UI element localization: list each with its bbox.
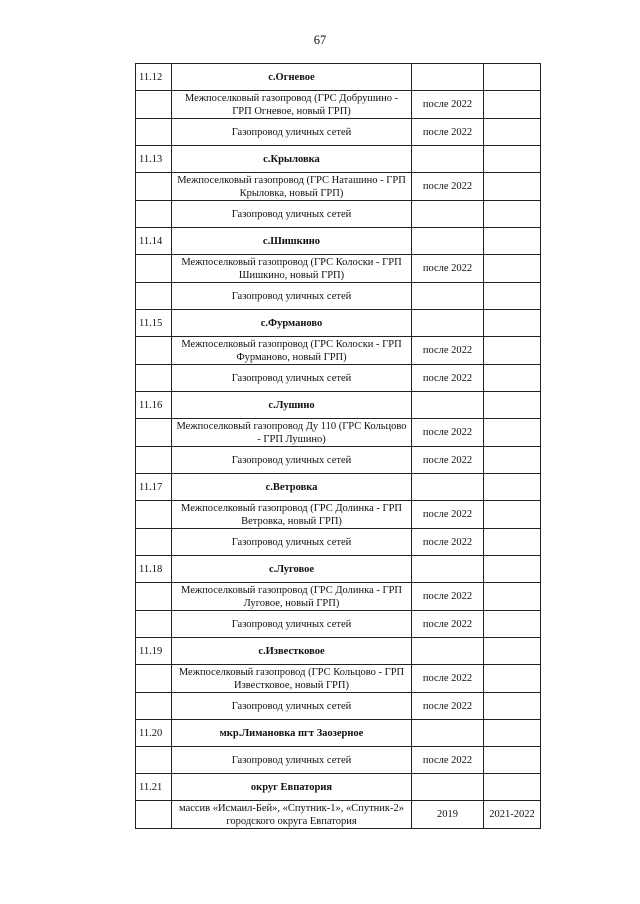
- pipeline-row: [136, 529, 541, 556]
- end-period-cell: [484, 611, 541, 638]
- pipeline-row: [136, 501, 541, 529]
- start-period-cell: [412, 774, 484, 801]
- settlement-name-cell: округ Евпатория: [172, 774, 412, 801]
- item-number-cell: [136, 693, 172, 720]
- end-period-cell: [484, 64, 541, 91]
- start-period-cell: после 2022: [412, 119, 484, 146]
- start-period-cell: [412, 556, 484, 583]
- start-period-cell: после 2022: [412, 611, 484, 638]
- object-name-cell: Газопровод уличных сетей: [172, 747, 412, 774]
- end-period-cell: [484, 638, 541, 665]
- pipeline-row: [136, 255, 541, 283]
- item-number-cell: 11.15: [136, 310, 172, 337]
- pipeline-row: [136, 665, 541, 693]
- object-name-cell: Газопровод уличных сетей: [172, 119, 412, 146]
- item-number-cell: [136, 747, 172, 774]
- settlement-name-cell: с.Ветровка: [172, 474, 412, 501]
- settlement-header-row: [136, 638, 541, 665]
- settlement-name-cell: мкр.Лимановка пгт Заозерное: [172, 720, 412, 747]
- settlement-header-row: [136, 310, 541, 337]
- start-period-cell: после 2022: [412, 747, 484, 774]
- settlement-header-row: [136, 228, 541, 255]
- start-period-cell: после 2022: [412, 419, 484, 447]
- end-period-cell: [484, 283, 541, 310]
- item-number-cell: [136, 501, 172, 529]
- settlement-name-cell: с.Луговое: [172, 556, 412, 583]
- end-period-cell: [484, 529, 541, 556]
- item-number-cell: [136, 337, 172, 365]
- item-number-cell: 11.20: [136, 720, 172, 747]
- end-period-cell: [484, 310, 541, 337]
- object-name-cell: Газопровод уличных сетей: [172, 693, 412, 720]
- object-name-cell: Межпоселковый газопровод (ГРС Долинка - ГРП Ветровка, новый ГРП): [172, 501, 412, 529]
- end-period-cell: [484, 665, 541, 693]
- end-period-cell: [484, 91, 541, 119]
- pipeline-row: [136, 419, 541, 447]
- settlement-header-row: [136, 64, 541, 91]
- settlement-header-row: [136, 774, 541, 801]
- end-period-cell: [484, 119, 541, 146]
- start-period-cell: [412, 64, 484, 91]
- pipeline-row: [136, 447, 541, 474]
- item-number-cell: [136, 801, 172, 829]
- item-number-cell: [136, 283, 172, 310]
- settlement-name-cell: с.Крыловка: [172, 146, 412, 173]
- item-number-cell: [136, 201, 172, 228]
- pipeline-row: [136, 801, 541, 829]
- end-period-cell: [484, 365, 541, 392]
- end-period-cell: [484, 146, 541, 173]
- settlement-header-row: [136, 474, 541, 501]
- item-number-cell: 11.13: [136, 146, 172, 173]
- pipeline-row: [136, 747, 541, 774]
- start-period-cell: [412, 392, 484, 419]
- item-number-cell: [136, 173, 172, 201]
- item-number-cell: 11.18: [136, 556, 172, 583]
- item-number-cell: 11.21: [136, 774, 172, 801]
- settlement-header-row: [136, 556, 541, 583]
- settlement-name-cell: с.Лушино: [172, 392, 412, 419]
- settlement-header-row: [136, 392, 541, 419]
- start-period-cell: [412, 283, 484, 310]
- object-name-cell: Межпоселковый газопровод (ГРС Наташино - ГРП Крыловка, новый ГРП): [172, 173, 412, 201]
- start-period-cell: [412, 638, 484, 665]
- object-name-cell: Газопровод уличных сетей: [172, 611, 412, 638]
- item-number-cell: 11.16: [136, 392, 172, 419]
- start-period-cell: [412, 474, 484, 501]
- settlement-name-cell: с.Известковое: [172, 638, 412, 665]
- settlement-header-row: [136, 720, 541, 747]
- start-period-cell: [412, 228, 484, 255]
- end-period-cell: [484, 720, 541, 747]
- end-period-cell: [484, 419, 541, 447]
- item-number-cell: [136, 447, 172, 474]
- item-number-cell: [136, 583, 172, 611]
- object-name-cell: Межпоселковый газопровод (ГРС Долинка - ГРП Луговое, новый ГРП): [172, 583, 412, 611]
- start-period-cell: после 2022: [412, 365, 484, 392]
- pipeline-row: [136, 283, 541, 310]
- pipeline-row: [136, 201, 541, 228]
- start-period-cell: после 2022: [412, 529, 484, 556]
- item-number-cell: [136, 529, 172, 556]
- object-name-cell: Межпоселковый газопровод Ду 110 (ГРС Кольцово - ГРП Лушино): [172, 419, 412, 447]
- object-name-cell: Межпоселковый газопровод (ГРС Колоски - ГРП Фурманово, новый ГРП): [172, 337, 412, 365]
- end-period-cell: 2021-2022: [484, 801, 541, 829]
- item-number-cell: [136, 91, 172, 119]
- end-period-cell: [484, 556, 541, 583]
- start-period-cell: после 2022: [412, 583, 484, 611]
- end-period-cell: [484, 228, 541, 255]
- end-period-cell: [484, 501, 541, 529]
- pipeline-row: [136, 91, 541, 119]
- item-number-cell: [136, 665, 172, 693]
- settlement-name-cell: с.Шишкино: [172, 228, 412, 255]
- object-name-cell: Газопровод уличных сетей: [172, 283, 412, 310]
- item-number-cell: [136, 119, 172, 146]
- gas-pipeline-table: [135, 63, 541, 829]
- item-number-cell: [136, 419, 172, 447]
- start-period-cell: после 2022: [412, 91, 484, 119]
- item-number-cell: 11.12: [136, 64, 172, 91]
- object-name-cell: Газопровод уличных сетей: [172, 529, 412, 556]
- object-name-cell: Межпоселковый газопровод (ГРС Колоски - ГРП Шишкино, новый ГРП): [172, 255, 412, 283]
- start-period-cell: 2019: [412, 801, 484, 829]
- start-period-cell: после 2022: [412, 501, 484, 529]
- pipeline-row: [136, 365, 541, 392]
- start-period-cell: [412, 146, 484, 173]
- end-period-cell: [484, 474, 541, 501]
- start-period-cell: [412, 310, 484, 337]
- item-number-cell: 11.17: [136, 474, 172, 501]
- end-period-cell: [484, 392, 541, 419]
- start-period-cell: [412, 720, 484, 747]
- start-period-cell: после 2022: [412, 447, 484, 474]
- object-name-cell: Межпоселковый газопровод (ГРС Кольцово - ГРП Известковое, новый ГРП): [172, 665, 412, 693]
- start-period-cell: после 2022: [412, 665, 484, 693]
- page-number: 67: [313, 33, 327, 47]
- item-number-cell: 11.19: [136, 638, 172, 665]
- settlement-name-cell: с.Фурманово: [172, 310, 412, 337]
- end-period-cell: [484, 747, 541, 774]
- end-period-cell: [484, 173, 541, 201]
- object-name-cell: массив «Исмаил-Бей», «Спутник-1», «Спутник-2» городского округа Евпатория: [172, 801, 412, 829]
- settlement-header-row: [136, 146, 541, 173]
- pipeline-row: [136, 583, 541, 611]
- item-number-cell: [136, 365, 172, 392]
- pipeline-row: [136, 173, 541, 201]
- object-name-cell: Газопровод уличных сетей: [172, 447, 412, 474]
- object-name-cell: Газопровод уличных сетей: [172, 365, 412, 392]
- start-period-cell: после 2022: [412, 337, 484, 365]
- end-period-cell: [484, 774, 541, 801]
- object-name-cell: Газопровод уличных сетей: [172, 201, 412, 228]
- pipeline-row: [136, 611, 541, 638]
- pipeline-row: [136, 693, 541, 720]
- object-name-cell: Межпоселковый газопровод (ГРС Добрушино - ГРП Огневое, новый ГРП): [172, 91, 412, 119]
- item-number-cell: 11.14: [136, 228, 172, 255]
- end-period-cell: [484, 693, 541, 720]
- item-number-cell: [136, 255, 172, 283]
- end-period-cell: [484, 583, 541, 611]
- settlement-name-cell: с.Огневое: [172, 64, 412, 91]
- start-period-cell: [412, 201, 484, 228]
- pipeline-row: [136, 337, 541, 365]
- pipeline-row: [136, 119, 541, 146]
- item-number-cell: [136, 611, 172, 638]
- start-period-cell: после 2022: [412, 693, 484, 720]
- end-period-cell: [484, 201, 541, 228]
- end-period-cell: [484, 447, 541, 474]
- start-period-cell: после 2022: [412, 255, 484, 283]
- end-period-cell: [484, 337, 541, 365]
- start-period-cell: после 2022: [412, 173, 484, 201]
- end-period-cell: [484, 255, 541, 283]
